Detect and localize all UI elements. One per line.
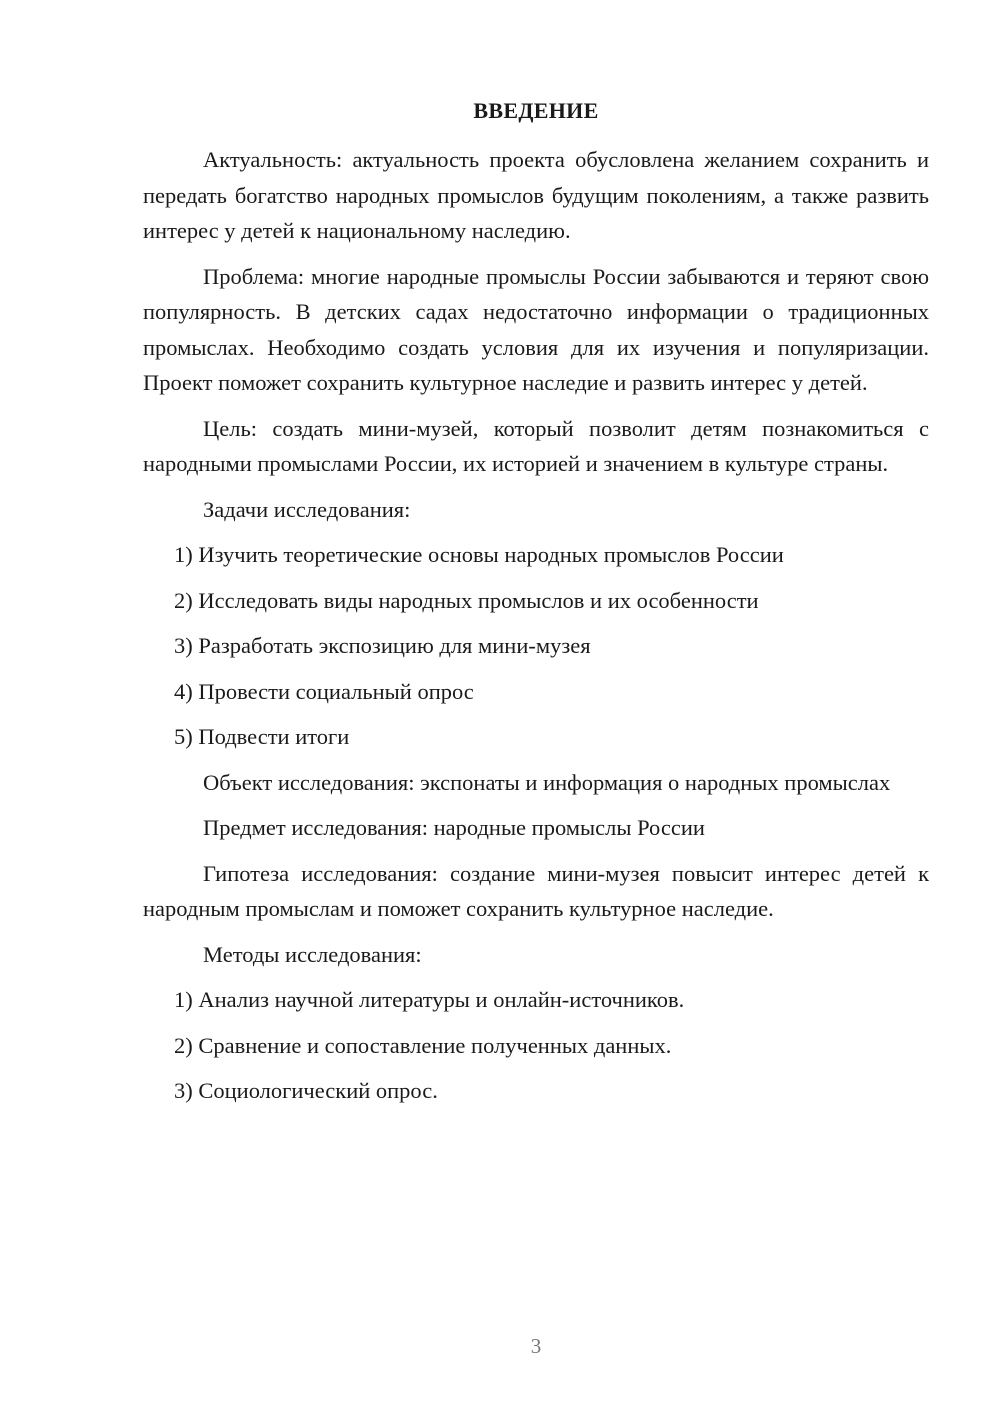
paragraph-goal: Цель: создать мини-музей, который позволит детям познакомиться с народными промыслами России, их историей и значением в культуре страны.: [143, 415, 929, 476]
list-item: 1) Изучить теоретические основы народных промыслов России: [174, 542, 784, 567]
paragraph-hypothesis: Гипотеза исследования: создание мини-музея повысит интерес детей к народным промыслам и поможет сохранить культурное наследие.: [143, 860, 929, 921]
list-item: 3) Социологический опрос.: [174, 1078, 438, 1103]
section-heading: ВВЕДЕНИЕ: [473, 98, 599, 123]
paragraph-object: Объект исследования: экспонаты и информация о народных промыслах: [203, 769, 891, 795]
list-item: 2) Исследовать виды народных промыслов и их особенности: [174, 587, 759, 613]
list-item: 4) Провести социальный опрос: [174, 678, 474, 704]
list-item: 2) Сравнение и сопоставление полученных данных.: [174, 1032, 672, 1058]
page-content: [143, 142, 929, 1119]
tasks-heading: Задачи исследования:: [203, 496, 411, 522]
page-number: 3: [530, 1334, 542, 1358]
tasks-list: [143, 537, 929, 755]
paragraph-problem: Проблема: многие народные промыслы России забываются и теряют свою популярность. В детских садах недостаточно информации о традиционных промыслах. Необходимо создать условия для их изучения и популяризации. Проект поможет сохранить культурное наследие и развить интерес у детей.: [143, 263, 929, 395]
methods-list: [143, 982, 929, 1109]
list-item: 3) Разработать экспозицию для мини-музея: [174, 633, 591, 658]
paragraph-subject: Предмет исследования: народные промыслы России: [203, 815, 705, 840]
paragraph-relevance: Актуальность: актуальность проекта обусловлена желанием сохранить и передать богатство народных промыслов будущим поколениям, а также развить интерес у детей к национальному наследию.: [143, 147, 929, 243]
list-item: 1) Анализ научной литературы и онлайн-источников.: [174, 987, 685, 1012]
list-item: 5) Подвести итоги: [174, 724, 350, 749]
methods-heading: Методы исследования:: [203, 941, 422, 967]
